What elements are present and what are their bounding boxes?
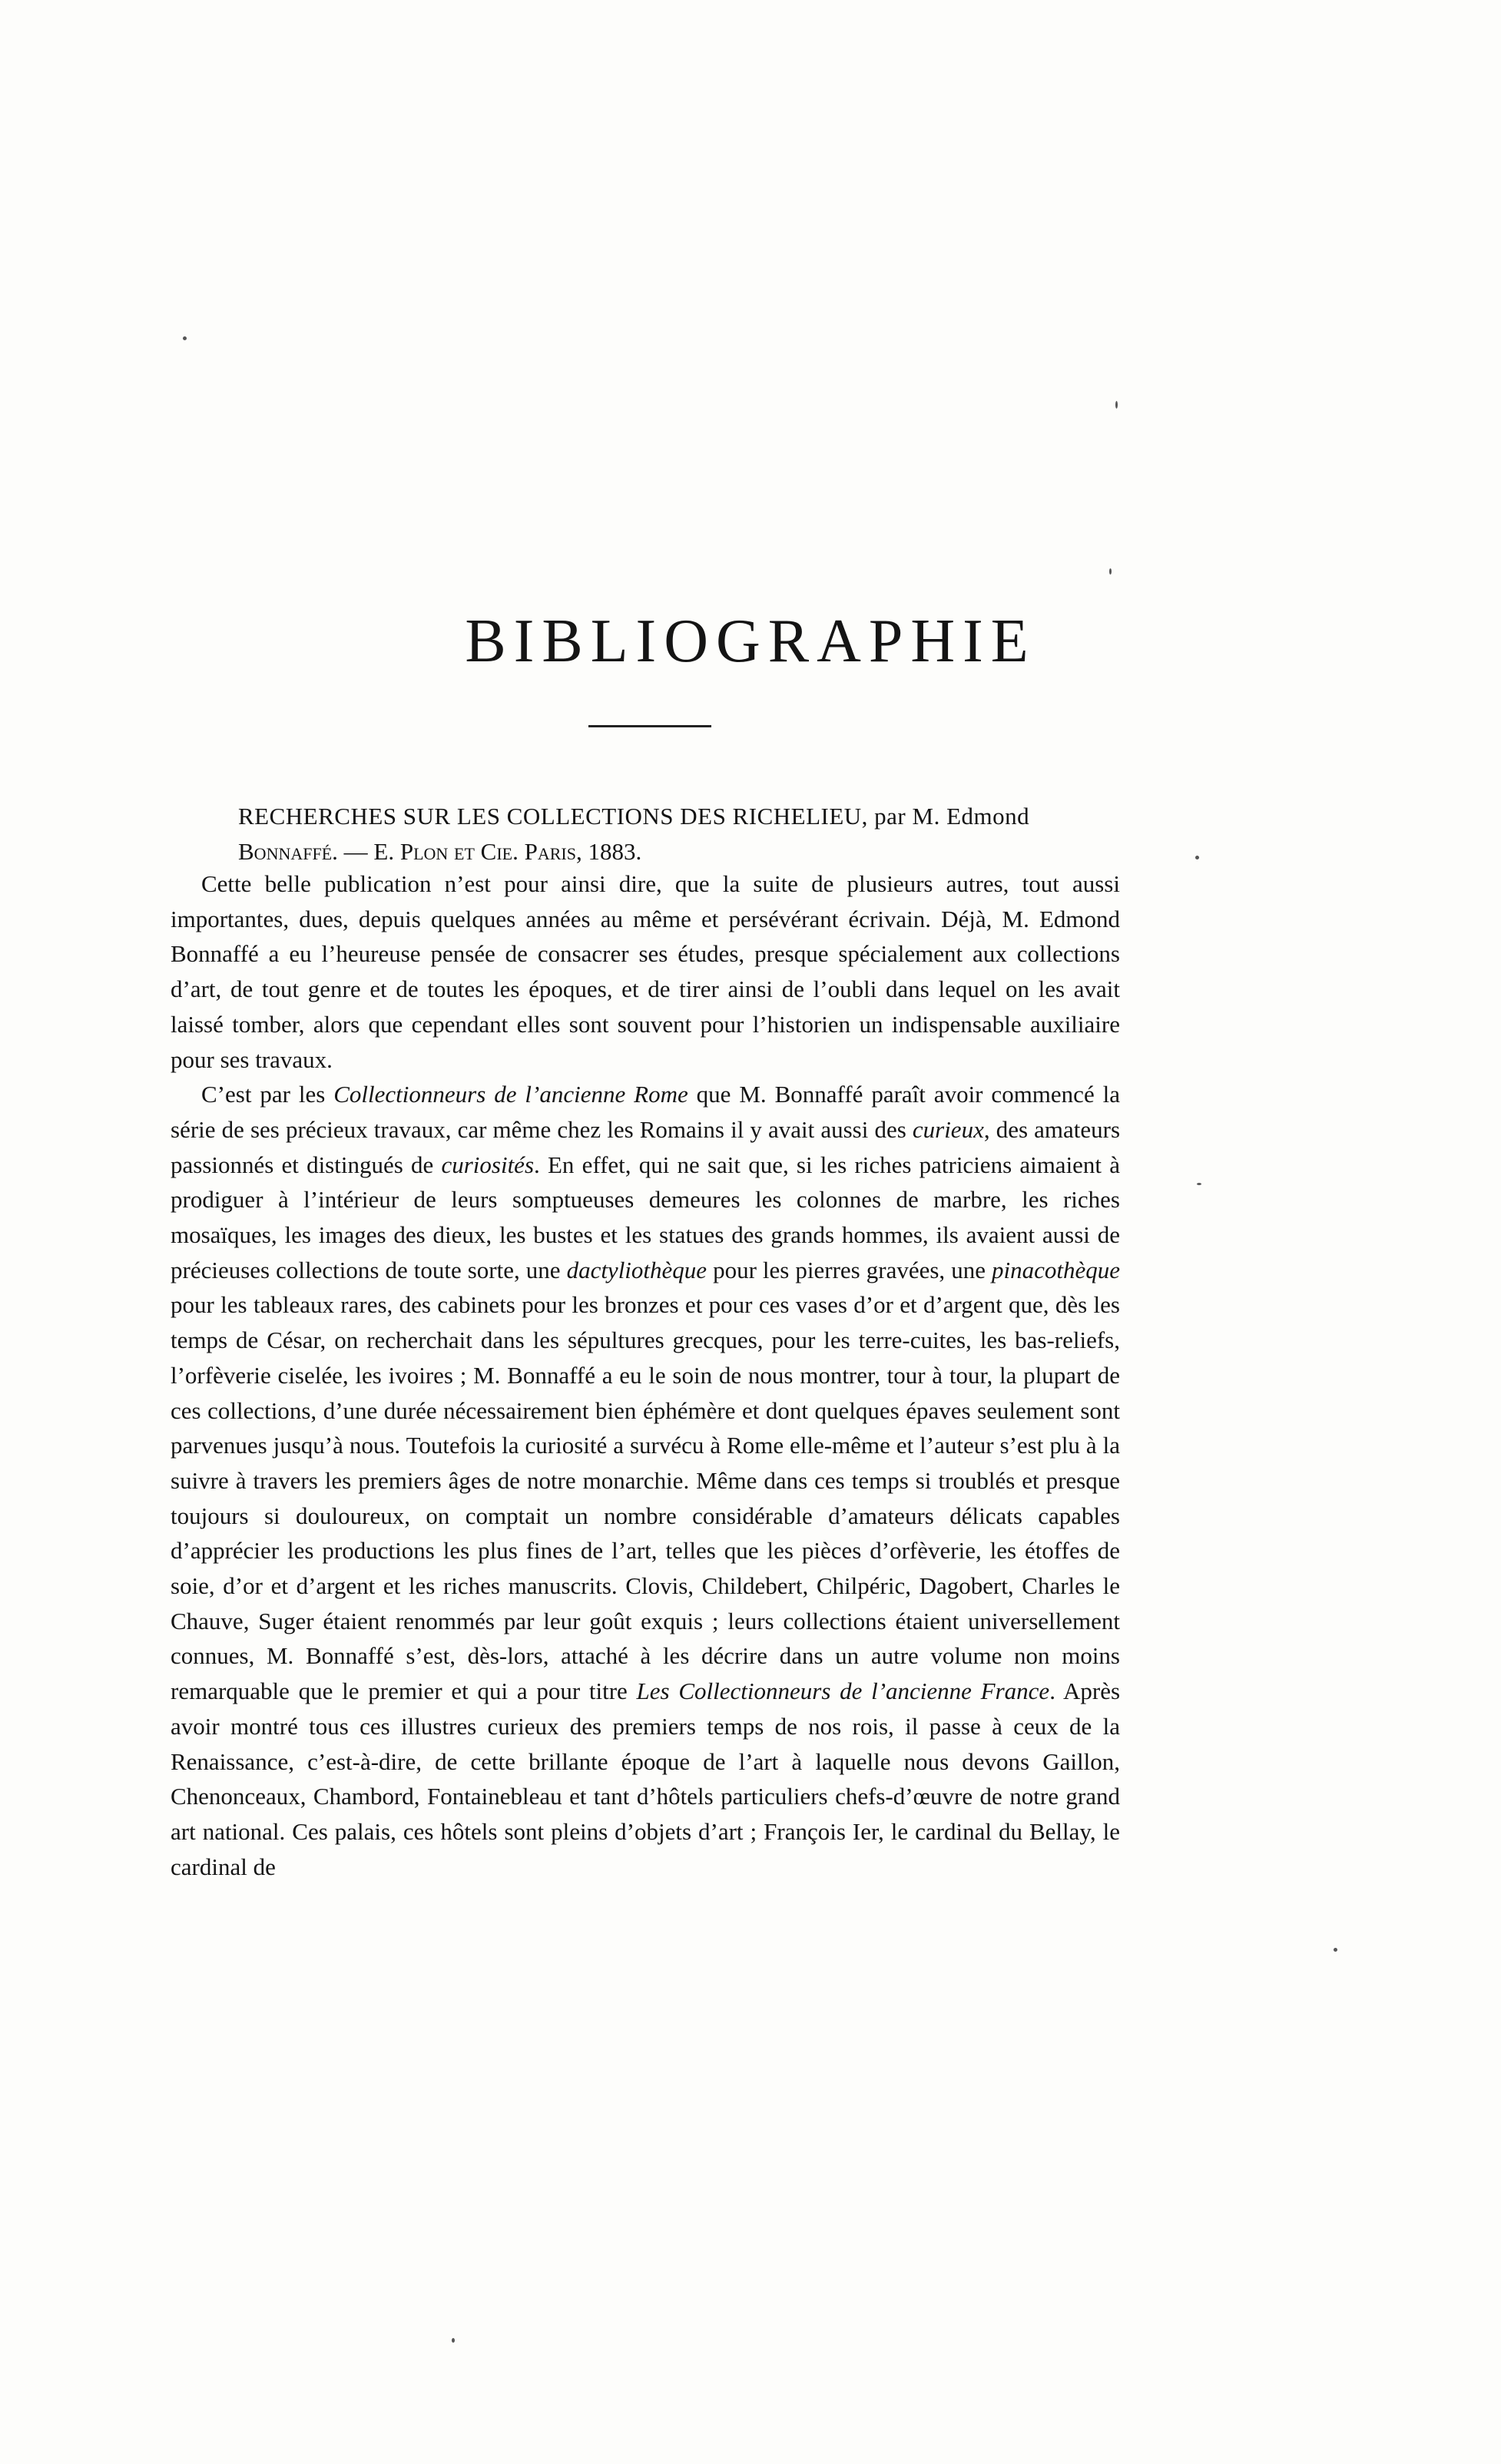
paragraph-2-text: C’est par les [201, 1081, 334, 1108]
italic-term-dactyliotheque: dactyliothèque [566, 1256, 707, 1283]
paragraph-1: Cette belle publication n’est pour ainsi dire, que la suite de plusieurs autres, tout aussi importantes, dues, depuis quelques années au même et persévérant écrivain. Déjà, M. Edmond Bonnaffé a eu l’heureuse pensée de consacrer ses études, presque spécialement aux collections d’art, de tout genre et de toutes les époques, et de tirer ainsi de l’oubli dans lequel on les avait laissé tomber, alors que cependant elles sont souvent pour l’historien un indispensable auxiliaire pour ses travaux. [171, 870, 1120, 1073]
title-rule [588, 725, 711, 727]
review-body [171, 866, 1120, 1884]
page-title: BIBLIOGRAPHIE [465, 608, 1036, 675]
scan-speck [1115, 401, 1118, 409]
italic-title-french-collectors: Les Collectionneurs de l’ancienne France [636, 1677, 1050, 1705]
scan-speck [1109, 568, 1112, 575]
citation-line-2: Bonnaffé. — E. Plon et Cie. Paris, 1883. [238, 838, 642, 865]
scan-speck [1195, 856, 1199, 859]
paragraph-2-text: , des amateurs passionnés et distingués de [171, 1115, 1121, 1178]
paragraph-2-text: que M. Bonnaffé paraît avoir commencé la série de ses précieux travaux, car même chez les Romains il y avait aussi des [171, 1081, 1120, 1143]
paragraph-2-text: pour les pierres gravées, une [707, 1256, 992, 1283]
paragraph-2-text: pour les tableaux rares, des cabinets pour les bronzes et pour ces vases d’or et d’argent que, dès les temps de César, on recherchait dans les sépultures grecques, pour les terre-cuites, les bas-reliefs, l’orfèverie ciselée, les ivoires ; M. Bonnaffé a eu le soin de nous montrer, tour à tour, la plupart de ces collections, d’une durée nécessairement bien éphémère et dont quelques épaves seulement sont parvenues jusqu’à nous. Toutefois la curiosité a survécu à Rome elle-même et l’auteur s’est plu à la suivre à travers les premiers âges de notre monarchie. Même dans ces temps si troublés et presque toujours si douloureux, on comptait un nombre considérable d’amateurs délicats capables d’apprécier les productions les plus fines de l’art, telles que les pièces d’orfèverie, les étoffes de soie, d’or et d’argent et les riches manuscrits. Clovis, Childebert, Chilpéric, Dagobert, Charles le Chauve, Suger étaient renommés par leur goût exquis ; leurs collections étaient universellement connues, M. Bonnaffé s’est, dès-lors, attaché à les décrire dans un autre volume non moins remarquable que le premier et qui a pour titre [171, 1291, 1120, 1705]
paragraph-2-text: . En effet, qui ne sait que, si les riches patriciens aimaient à prodiguer à l’intérieur de leurs somptueuses demeures les colonnes de marbre, les riches mosaïques, les images des dieux, les bustes et les statues des grands hommes, ils avaient aussi de précieuses collections de toute sorte, une [171, 1151, 1120, 1283]
book-citation [238, 799, 1160, 869]
paragraph-2 [171, 1077, 1120, 1884]
italic-term-curiosites: curiosités [441, 1151, 535, 1178]
italic-title-roman-collectors: Collectionneurs de l’ancienne Rome [333, 1081, 688, 1108]
italic-term-curieux: curieux [912, 1115, 984, 1143]
paragraph-2-text: . Après avoir montré tous ces illustres curieux des premiers temps de nos rois, il passe à ceux de la Renaissance, c’est-à-dire, de cette brillante époque de l’art à laquelle nous devons Gaillon, Chenonceaux, Chambord, Fontainebleau et tant d’hôtels particuliers chefs-d’œuvre de notre grand art national. Ces palais, ces hôtels sont pleins d’objets d’art ; François Ier, le cardinal du Bellay, le cardinal de [171, 1677, 1121, 1880]
scan-speck [452, 2338, 455, 2343]
italic-term-pinacotheque: pinacothèque [991, 1256, 1120, 1283]
scan-speck [183, 336, 187, 340]
scan-speck [1334, 1948, 1337, 1952]
scan-speck [1197, 1183, 1201, 1185]
citation-line-1: RECHERCHES SUR LES COLLECTIONS DES RICHELIEU, par M. Edmond [238, 803, 1030, 830]
